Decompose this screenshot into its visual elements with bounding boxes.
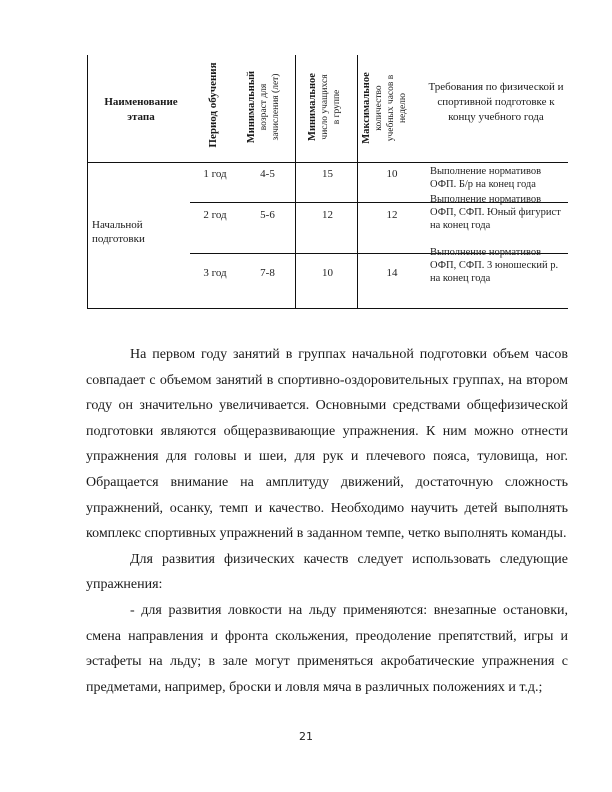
- header-max-hours: Максимальное количество учебных часов в неделю: [361, 72, 408, 144]
- cell-max-hours: 12: [386, 209, 398, 221]
- table-left-border: [87, 55, 88, 309]
- header-requirements: Требования по физической и спортивной подготовке к концу учебного года: [428, 81, 564, 123]
- col-divider-1: [295, 55, 296, 309]
- header-bottom-line: [87, 162, 568, 163]
- cell-min-age: 4-5: [260, 168, 275, 180]
- paragraph: На первом году занятий в группах начальной подготовки объем часов совпадает с объемом занятий в спортивно-оздоровительных группах, на втором году он значительно увеличивается. Основными средствами общефизической подготовки являются общеразвивающие упражнения. К ним можно отнести упражнения для головы и шеи, для рук и плечевого пояса, туловища, ног. Обращается внимание на амплитуду движений, достаточную сложность упражнений, осанку, темп и качество. Необходимо научить детей выполнять комплекс спортивных упражнений в заданном темпе, четко выполнять команды.: [86, 347, 568, 542]
- cell-min-group: 10: [322, 267, 333, 279]
- cell-period: 3 год: [203, 267, 227, 279]
- header-stage: Наименование этапа: [104, 96, 178, 123]
- cell-requirements: Выполнение нормативов ОФП, СФП. Юный фигурист на конец года: [430, 194, 561, 231]
- cell-requirements: Выполнение нормативов ОФП. Б/р на конец года: [430, 166, 542, 190]
- cell-period: 1 год: [203, 168, 227, 180]
- header-period: Период обучения: [207, 62, 219, 148]
- header-min-group: Минимальное число учащихся в группе: [307, 73, 342, 141]
- paragraph: Для развития физических качеств следует использовать следующие упражнения:: [86, 551, 568, 593]
- header-min-age: Минимальный возраст для зачисления (лет): [246, 70, 281, 144]
- body-text: [86, 342, 568, 700]
- cell-max-hours: 14: [386, 267, 398, 279]
- cell-min-group: 15: [322, 168, 333, 180]
- cell-min-age: 7-8: [260, 267, 275, 279]
- page-number: 21: [299, 730, 313, 743]
- cell-min-group: 12: [322, 209, 333, 221]
- stage-name: Начальной подготовки: [92, 219, 145, 245]
- cell-min-age: 5-6: [260, 209, 275, 221]
- cell-max-hours: 10: [386, 168, 398, 180]
- col-divider-2: [357, 55, 358, 309]
- paragraph: - для развития ловкости на льду применяются: внезапные остановки, смена направления и фронта скольжения, преодоление препятствий, игры и эстафеты на льду; в зале могут применяться акробатические упражнения с предметами, например, броски и ловля мяча в различных положениях и т.д.;: [86, 602, 568, 695]
- cell-requirements: Выполнение нормативов ОФП, СФП. 3 юношеский р. на конец года: [430, 247, 559, 284]
- table-bottom-line: [87, 308, 568, 309]
- cell-period: 2 год: [203, 209, 227, 221]
